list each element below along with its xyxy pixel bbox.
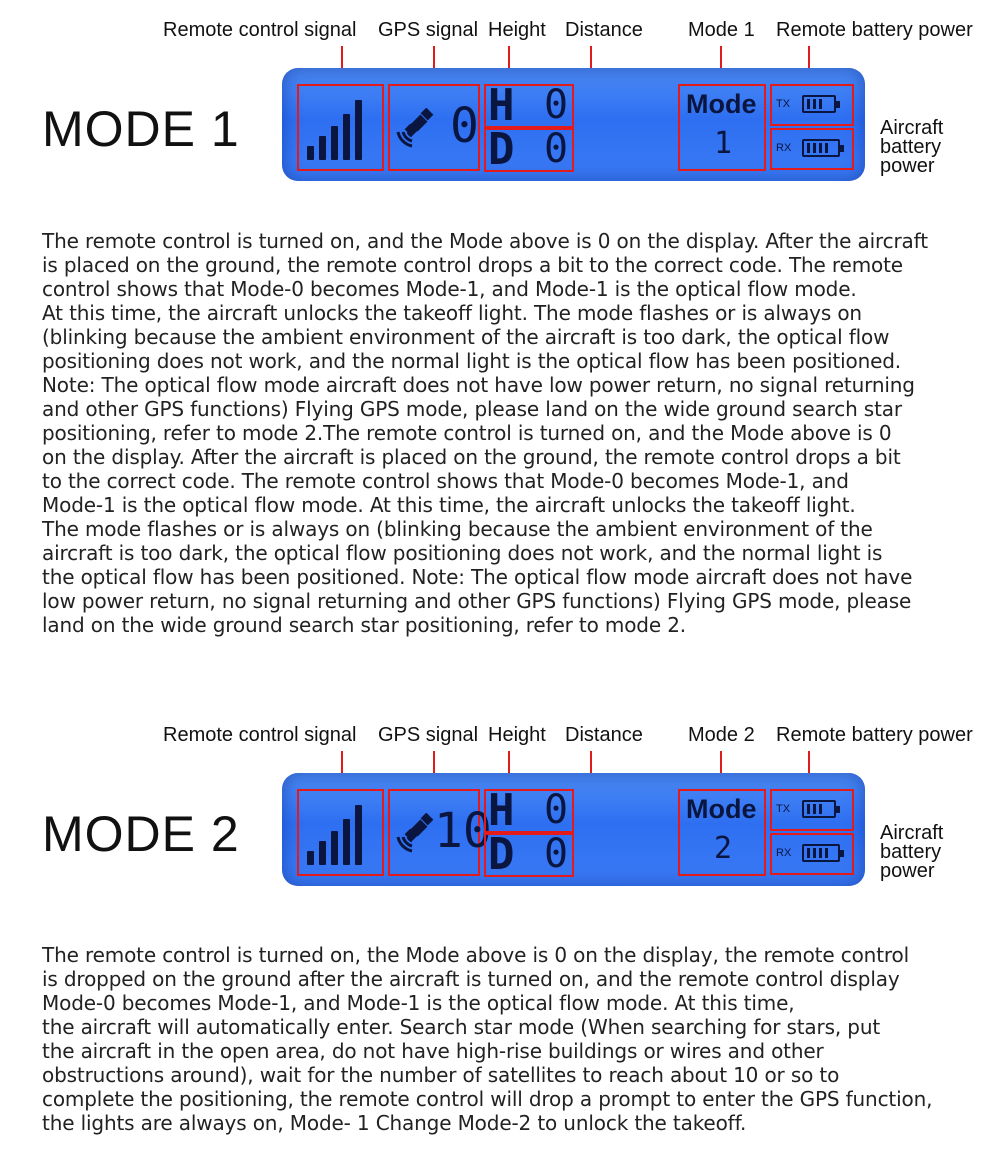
rx-battery-icon	[802, 844, 840, 862]
mode-word: Mode	[686, 89, 757, 119]
label-mode: Mode 2	[688, 724, 755, 746]
label-height: Height	[488, 724, 546, 746]
rx-battery-box	[770, 833, 854, 875]
gps-count: 10	[434, 803, 492, 859]
distance-box	[484, 829, 574, 880]
gps-box	[388, 84, 480, 171]
height-value: 0	[544, 787, 569, 833]
height-box	[484, 785, 574, 836]
mode-value: 2	[714, 831, 733, 866]
label-height: Height	[488, 19, 546, 41]
label-mode: Mode 1	[688, 19, 755, 41]
mode-value: 1	[714, 126, 733, 161]
distance-letter: D	[488, 124, 515, 175]
distance-box	[484, 124, 574, 175]
label-remote-control-signal: Remote control signal	[163, 724, 357, 746]
label-remote-control-signal: Remote control signal	[163, 19, 357, 41]
signal-bar	[319, 841, 326, 865]
signal-bar	[343, 819, 350, 865]
signal-bar	[319, 136, 326, 160]
rx-label: RX	[776, 142, 792, 154]
aircraft-battery-label: Aircraft battery power	[880, 117, 944, 177]
mode2-section	[0, 705, 1000, 1151]
mode-box	[678, 84, 766, 171]
mode2-lcd-display	[282, 773, 865, 886]
tx-battery-icon	[802, 800, 836, 818]
label-distance: Distance	[565, 19, 643, 41]
height-value: 0	[544, 82, 569, 128]
tx-battery-box	[770, 84, 854, 126]
distance-value: 0	[544, 126, 569, 172]
height-box	[484, 80, 574, 131]
signal-bar	[307, 851, 314, 865]
satellite-icon	[394, 813, 436, 855]
label-remote-battery: Remote battery power	[776, 19, 973, 41]
mode2-description: The remote control is turned on, the Mode above is 0 on the display, the remote control is dropped on the ground after the aircraft is turned on, and the remote control display Mode-0 becomes Mode-1, and Mode-1 is the optical flow mode. At this time, the aircraft will automatically enter. Search star mode (When searching for stars, put the aircraft in the open area, do not have high-rise buildings or wires and other obstructions around), wait for the number of satellites to reach about 10 or so to complete the positioning, the remote control will drop a prompt to enter the GPS function, the lights are always on, Mode- 1 Change Mode-2 to unlock the takeoff.	[42, 943, 933, 1135]
mode2-title: MODE 2	[42, 806, 240, 862]
tx-label: TX	[776, 803, 791, 815]
aircraft-battery-label: Aircraft battery power	[880, 822, 944, 882]
rx-battery-box	[770, 128, 854, 170]
label-gps-signal: GPS signal	[378, 19, 479, 41]
signal-bar	[355, 100, 362, 160]
mode1-lcd-display	[282, 68, 865, 181]
signal-box	[297, 84, 384, 171]
label-remote-battery: Remote battery power	[776, 724, 973, 746]
tx-label: TX	[776, 98, 791, 110]
mode1-title: MODE 1	[42, 101, 240, 157]
signal-box	[297, 789, 384, 876]
signal-bar	[307, 146, 314, 160]
tx-battery-box	[770, 789, 854, 831]
signal-bar	[355, 805, 362, 865]
height-letter: H	[488, 80, 515, 131]
signal-bar	[331, 126, 338, 160]
rx-label: RX	[776, 847, 792, 859]
height-letter: H	[488, 785, 515, 836]
satellite-icon	[394, 108, 436, 150]
tx-battery-icon	[802, 95, 836, 113]
label-gps-signal: GPS signal	[378, 724, 479, 746]
mode1-description: The remote control is turned on, and the Mode above is 0 on the display. After the aircraft is placed on the ground, the remote control drops a bit to the correct code. The remote control shows that Mode-0 becomes Mode-1, and Mode-1 is the optical flow mode. At this time, the aircraft unlocks the takeoff light. The mode flashes or is always on (blinking because the ambient environment of the aircraft is too dark, the optical flow positioning does not work, and the normal light is the optical flow has been positioned. Note: The optical flow mode aircraft does not have low power return, no signal returning and other GPS functions) Flying GPS mode, please land on the wide ground search star positioning, refer to mode 2.The remote control is turned on, and the Mode above is 0 on the display. After the aircraft is placed on the ground, the remote control drops a bit to the correct code. The remote control shows that Mode-0 becomes Mode-1, and Mode-1 is the optical flow mode. At this time, the aircraft unlocks the takeoff light. The mode flashes or is always on (blinking because the ambient environment of the aircraft is too dark, the optical flow positioning does not work, and the normal light is the optical flow has been positioned. Note: The optical flow mode aircraft does not have low power return, no signal returning and other GPS functions) Flying GPS mode, please land on the wide ground search star positioning, refer to mode 2.	[42, 229, 928, 637]
distance-letter: D	[488, 829, 515, 880]
signal-bar	[331, 831, 338, 865]
gps-count: 0	[450, 98, 479, 154]
rx-battery-icon	[802, 139, 840, 157]
distance-value: 0	[544, 831, 569, 877]
mode-word: Mode	[686, 794, 757, 824]
signal-bar	[343, 114, 350, 160]
mode-box	[678, 789, 766, 876]
label-distance: Distance	[565, 724, 643, 746]
gps-box	[388, 789, 492, 876]
